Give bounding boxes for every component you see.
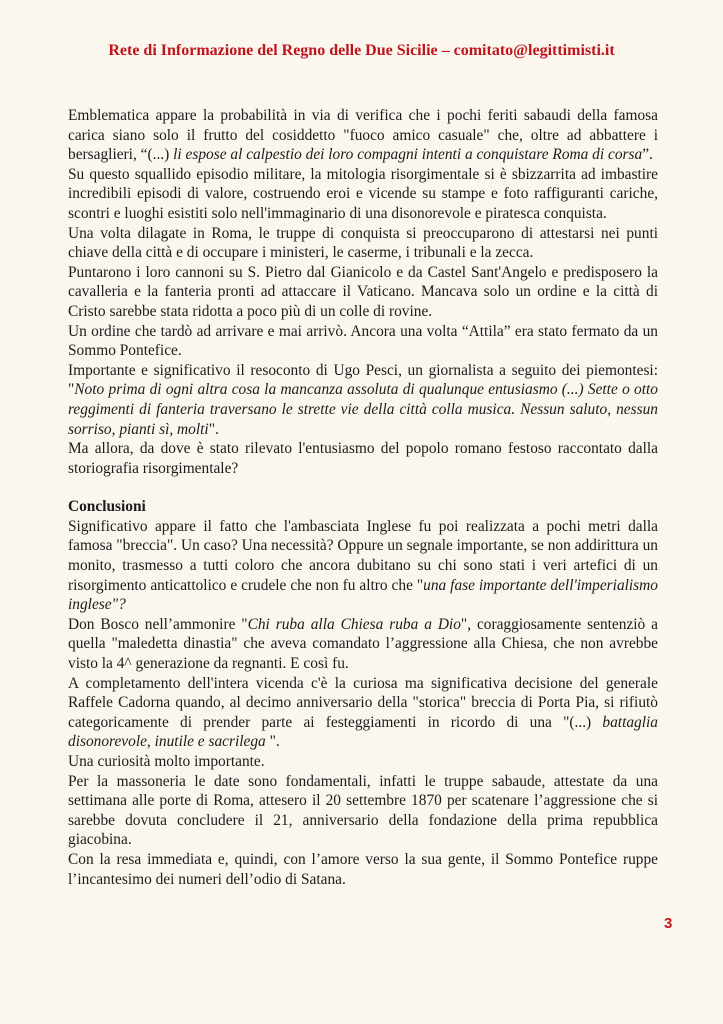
quote-italic: battaglia disonorevole, inutile e sacrilega [68,713,658,751]
text-run: ". [208,420,219,438]
paragraph: Una curiosità molto importante. [68,753,265,770]
paragraph: Puntarono i loro cannoni su S. Pietro dal Gianicolo e da Castel Sant'Angelo e predisposero la cavalleria e la fanteria pronti ad attaccare il Vaticano. Mancava solo un ordine e la città di Cristo sarebbe stata ridotta a poco più di un colle di rovine. [68,263,658,320]
page-number: 3 [664,915,673,932]
paragraph [68,106,658,165]
spacer [68,478,658,497]
paragraph: Con la resa immediata e, quindi, con l’amore verso la sua gente, il Sommo Pontefice ruppe l’incantesimo dei numeri dell’odio di Satana. [68,850,658,888]
text-run: A completamento dell'intera vicenda c'è la curiosa ma significativa decisione del generale Raffele Cadorna quando, al decimo anniversario della "storica" breccia di Porta Pia, si rifiutò categoricamente di prender parte ai festeggiamenti in ricordo di una "(...) [68,674,658,731]
paragraph: Un ordine che tardò ad arrivare e mai arrivò. Ancora una volta “Attila” era stato fermato da un Sommo Pontefice. [68,322,658,360]
text-run: ". [265,733,280,751]
paragraph: Una volta dilagate in Roma, le truppe di conquista si preoccuparono di attestarsi nei punti chiave della città e di occupare i ministeri, le caserme, i tribunali e la zecca. [68,224,658,262]
quote-italic: una fase importante dell'imperialismo inglese [68,576,658,614]
text-run: Don Bosco nell’ammonire " [68,615,248,633]
paragraph [68,674,658,752]
paragraph: Ma allora, da dove è stato rilevato l'entusiasmo del popolo romano festoso raccontato dalla storiografia risorgimentale? [68,440,658,477]
text-run: Significativo appare il fatto che l'ambasciata Inglese fu poi realizzata a pochi metri dalla famosa "breccia". Un caso? Una necessità? Oppure un segnale importante, se non addirittura un monito, trasmesso a tutti coloro che ancora dubitano su chi sono stati i veri artefici di un risorgimento anticattolico e crudele che non fu altro che " [68,517,658,594]
text-run: "? [111,596,126,614]
paragraph [68,615,658,674]
paragraph [68,361,658,439]
page-header: Rete di Informazione del Regno delle Due Sicilie – comitato@legittimisti.it [108,42,615,59]
text-run: Emblematica appare la probabilità in via di verifica che i pochi feriti sabaudi della famosa carica siano solo il frutto del cosiddetto "fuoco amico casuale" che, oltre ad abbattere i bersaglieri, “(...) [68,107,658,164]
section-heading: Conclusioni [68,498,146,516]
paragraph: Per la massoneria le date sono fondamentali, infatti le truppe sabaude, attestate da una settimana alle porte di Roma, attesero il 20 settembre 1870 per scatenare l’aggressione che si sarebbe dovuta concludere il 21, anniversario della fondazione della prima repubblica giacobina. [68,772,658,849]
text-run: ”. [642,146,653,164]
document-body [68,106,658,889]
text-run: ", coraggiosamente sentenziò a quella "maledetta dinastia" che aveva comandato l’aggressione alla Chiesa, che non avrebbe visto la 4^ generazione da regnanti. E così fu. [68,615,658,673]
paragraph: Su questo squallido episodio militare, la mitologia risorgimentale si è sbizzarrita ad imbastire incredibili episodi di valore, costruendo eroi e vicende su stampe e foto raffiguranti cariche, scontri e luoghi esistiti solo nell'immaginario di una disonorevole e piratesca conquista. [68,165,658,222]
quote-italic: Chi ruba alla Chiesa ruba a Dio [247,615,461,633]
text-run: Importante e significativo il resoconto di Ugo Pesci, un giornalista a seguito dei piemontesi: " [68,361,658,399]
quote-italic: li espose al calpestio dei loro compagni intenti a conquistare Roma di corsa [173,146,643,164]
paragraph [68,517,658,615]
quote-italic: Noto prima di ogni altra cosa la mancanza assoluta di qualunque entusiasmo (...) Sette o otto reggimenti di fanteria traversano le strette vie della città colla musica. Nessun saluto, nessun sorriso, pianti sì, molti [68,381,658,438]
